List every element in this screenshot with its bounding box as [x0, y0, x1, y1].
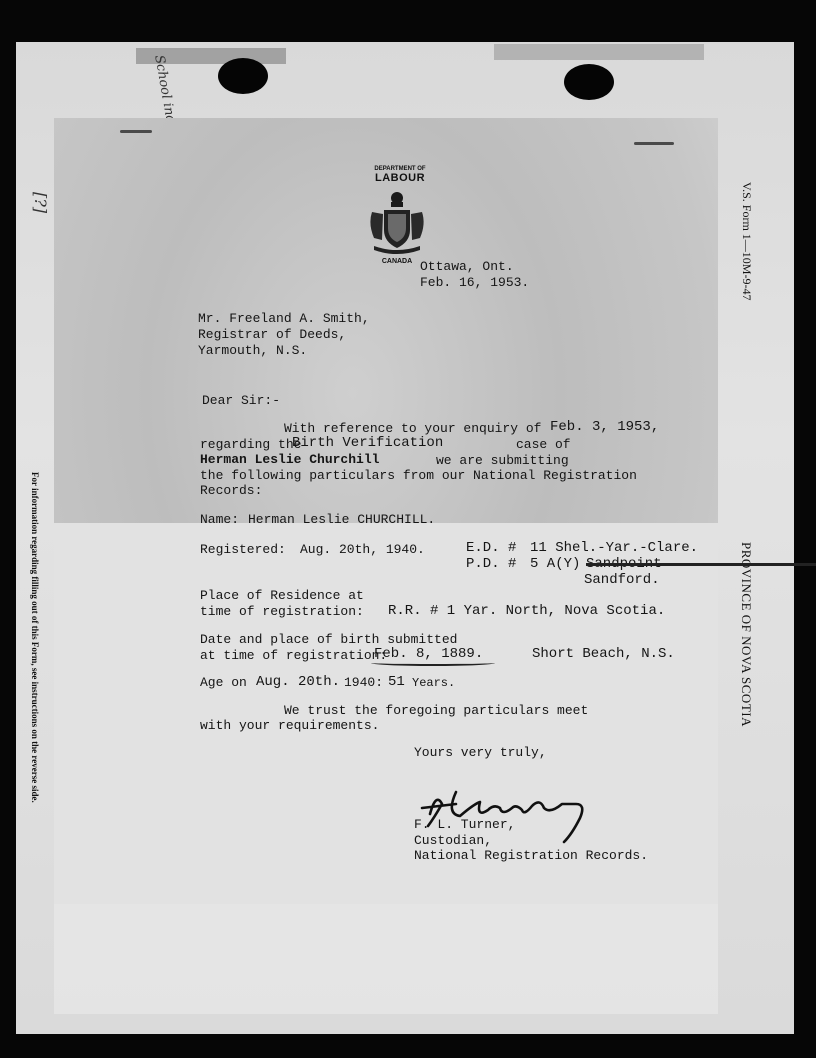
- page-edge: [54, 904, 718, 1014]
- age-year: 1940:: [344, 675, 384, 690]
- pd-struck-text: Sandpoint: [586, 556, 816, 572]
- particulars-text: the following particulars from our National Registration: [200, 468, 637, 483]
- birth-place: Short Beach, N.S.: [532, 646, 675, 662]
- letterhead-country: CANADA: [381, 258, 413, 265]
- tape-strip: [494, 44, 704, 60]
- residence-label: Place of Residence at: [200, 588, 364, 603]
- subject-name: Herman Leslie Churchill: [200, 452, 380, 467]
- ed-value: 11 Shel.-Yar.-Clare.: [530, 540, 699, 556]
- punch-hole: [564, 64, 614, 100]
- salutation: Dear Sir:-: [202, 393, 281, 408]
- age-date: Aug. 20th.: [256, 674, 341, 690]
- pd-correction: Sandford.: [584, 572, 660, 588]
- handwritten-side-note: [?]: [31, 192, 50, 214]
- case-type: Birth Verification: [292, 435, 444, 451]
- age-unit: Years.: [412, 676, 456, 690]
- letterhead-line2: LABOUR: [374, 172, 426, 184]
- bleed-through-text: [154, 758, 160, 769]
- letter: [54, 118, 718, 904]
- letter-date: Feb. 16, 1953.: [420, 275, 530, 290]
- age-label: Age on: [200, 675, 247, 690]
- recipient-line: Yarmouth, N.S.: [198, 343, 308, 358]
- closing-text: with your requirements.: [200, 718, 380, 733]
- name-label: Name:: [200, 512, 240, 527]
- staple: [634, 142, 674, 145]
- case-of-text: case of: [516, 437, 571, 452]
- birth-label: Date and place of birth submitted: [200, 632, 458, 647]
- age-value: 51: [388, 674, 405, 690]
- recipient-line: Registrar of Deeds,: [198, 327, 347, 342]
- coat-of-arms-icon: [366, 190, 428, 256]
- signatory-title: Custodian,: [414, 833, 493, 848]
- letterhead-line1: DEPARTMENT OF: [374, 166, 426, 172]
- recipient-line: Mr. Freeland A. Smith,: [198, 311, 370, 326]
- residence-value: R.R. # 1 Yar. North, Nova Scotia.: [388, 603, 666, 619]
- birth-date: Feb. 8, 1889.: [374, 646, 484, 662]
- birth-label: at time of registration:: [200, 648, 388, 663]
- punch-hole: [218, 58, 268, 94]
- closing-text: We trust the foregoing particulars meet: [284, 703, 589, 718]
- registered-label: Registered:: [200, 542, 286, 557]
- staple: [120, 130, 152, 133]
- pd-value: 5 A(Y): [530, 556, 581, 572]
- ed-label: E.D. #: [466, 540, 517, 556]
- complimentary-close: Yours very truly,: [414, 745, 547, 760]
- letter-place: Ottawa, Ont.: [420, 259, 514, 274]
- province-label: PROVINCE OF NOVA SCOTIA: [739, 542, 754, 727]
- signatory-name: F. L. Turner,: [414, 817, 516, 832]
- records-text: Records:: [200, 483, 263, 498]
- name-value: Herman Leslie CHURCHILL.: [248, 512, 436, 527]
- residence-label: time of registration:: [200, 604, 364, 619]
- registered-value: Aug. 20th, 1940.: [300, 542, 425, 557]
- form-code: V.S. Form 1—10M-9-47: [740, 182, 754, 301]
- regarding-text: regarding the: [200, 437, 302, 452]
- enquiry-date: Feb. 3, 1953,: [550, 419, 660, 435]
- letterhead: [360, 166, 440, 184]
- handwritten-underline: [371, 660, 495, 666]
- signatory-org: National Registration Records.: [414, 848, 649, 863]
- submitting-text: we are submitting: [436, 453, 569, 468]
- form-instructions-note: For information regarding filling out of this Form, see instructions on the reverse side.: [30, 472, 40, 803]
- enquiry-text: With reference to your enquiry of: [284, 421, 542, 436]
- pd-label: P.D. #: [466, 556, 517, 572]
